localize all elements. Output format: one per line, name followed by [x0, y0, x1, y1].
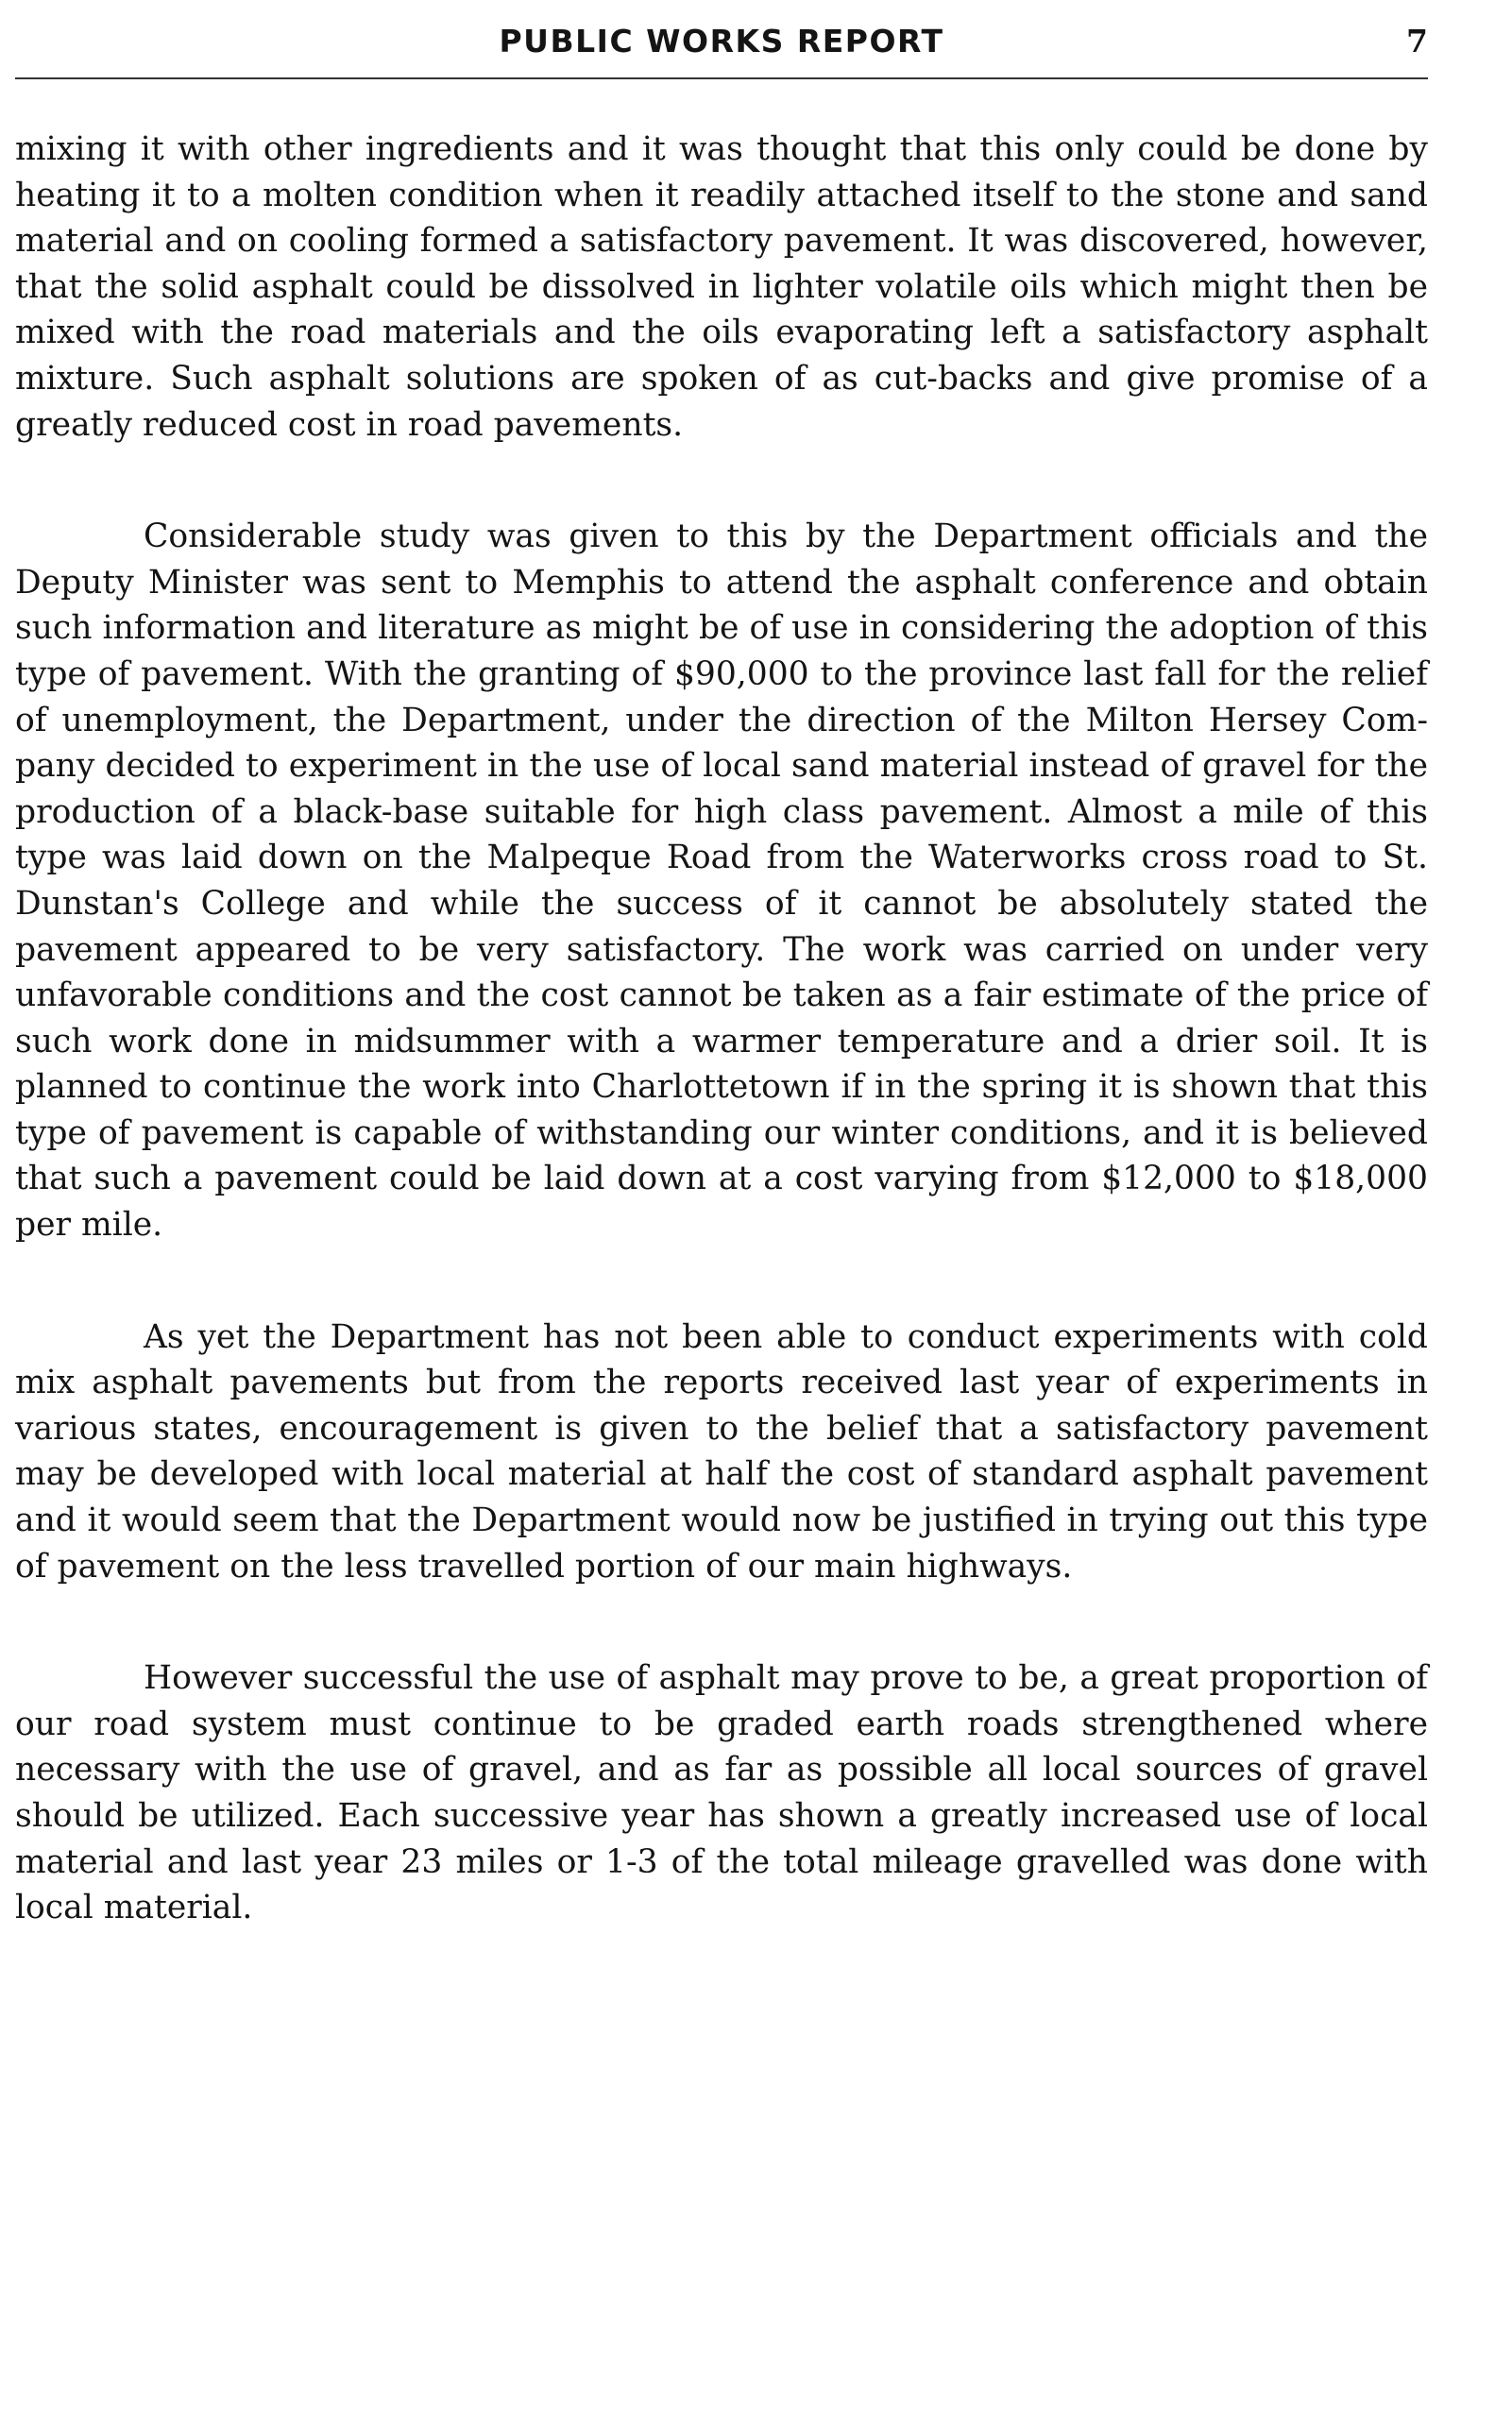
running-title: PUBLIC WORKS REPORT	[499, 23, 944, 59]
report-body	[15, 127, 1428, 1997]
header-rule	[15, 77, 1428, 79]
paragraph-study: Considerable study was given to this by the Department officials and the Deputy Minister was sent to Memphis to attend the asphalt conference and obtain such information and literature as might be of use in considering the adoption of this type of pavement. With the granting of $90,000 to the province last fall for the relief of unemployment, the Department, under the direction of the Milton Hersey Company decided to experiment in the use of local sand material instead of gravel for the production of a black-base suitable for high class pavement. Almost a mile of this type was laid down on the Malpeque Road from the Waterworks cross road to St. Dunstan's College and while the success of it cannot be absolutely stated the pavement appeared to be very satisfactory. The work was carried on under very unfavorable conditions and the cost cannot be taken as a fair estimate of the price of such work done in midsummer with a warmer temperature and a drier soil. It is planned to continue the work into Charlottetown if in the spring it is shown that this type of pavement is capable of withstanding our winter conditions, and it is believed that such a pavement could be laid down at a cost varying from $12,000 to $18,000 per mile.	[15, 517, 1428, 1245]
page-header	[15, 21, 1428, 77]
paragraph-cold-mix: As yet the Department has not been able to conduct experiments with cold mix asphalt pavements but from the reports received last year of experiments in various states, encouragement is given to the belief that a satisfactory pavement may be developed with local material at half the cost of standard asphalt pavement and it would seem that the Department would now be justified in trying out this type of pavement on the less travelled portion of our main highways.	[15, 1317, 1428, 1586]
paragraph-gravel: However successful the use of asphalt may prove to be, a great proportion of our road system must continue to be graded earth roads strengthened where necessary with the use of gravel, and as far as possible all local sources of gravel should be utilized. Each successive year has shown a greatly increased use of local material and last year 23 miles or 1-3 of the total mileage gravelled was done with local material.	[15, 1659, 1428, 1927]
paragraph-continuation: mixing it with other ingredients and it was thought that this only could be done by heating it to a molten condition when it readily attached itself to the stone and sand material and on cooling formed a satisfactory pavement. It was discovered, however, that the solid asphalt could be dissolved in lighter volatile oils which might then be mixed with the road materials and the oils evaporating left a satisfactory asphalt mixture. Such asphalt solutions are spoken of as cut-backs and give promise of a greatly reduced cost in road pavements.	[15, 130, 1428, 444]
page-number: 7	[1406, 23, 1428, 59]
